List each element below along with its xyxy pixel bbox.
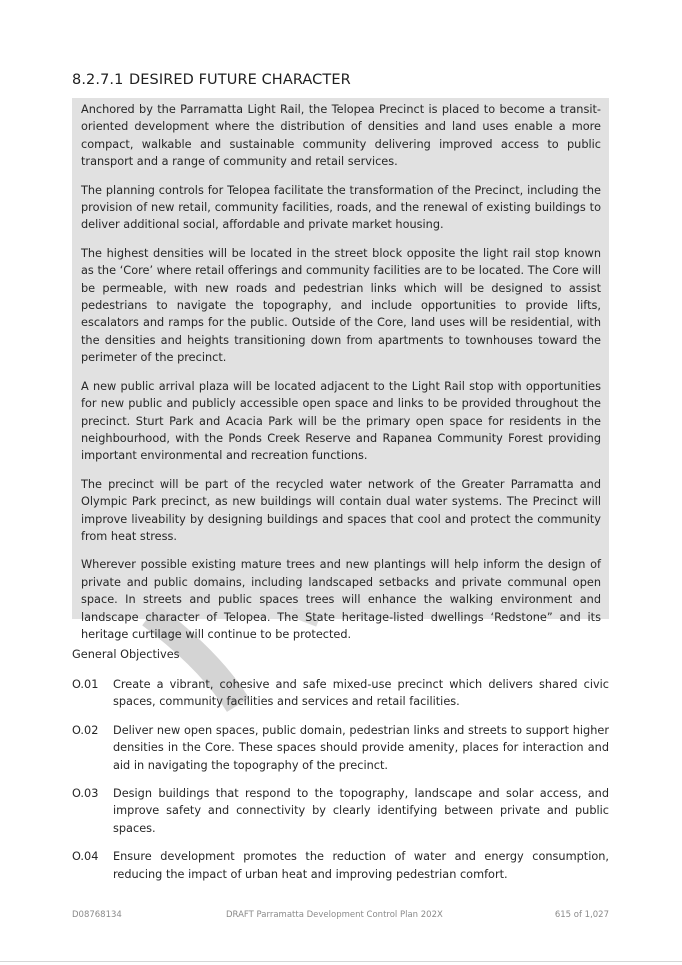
dfc-paragraph: Anchored by the Parramatta Light Rail, the Telopea Precinct is placed to become a transit- oriented development where the distribution of densities and land uses enable a more compact, walkable and sustainable community delivering improved access to public transport and a range of community and retail services. bbox=[81, 103, 601, 169]
section-number: 8.2.7.1 bbox=[72, 72, 124, 88]
objective-text: Design buildings that respond to the topography, landscape and solar access, and improve safety and connectivity by clearly identifying between private and public spaces. bbox=[113, 787, 609, 835]
objective-item bbox=[72, 676, 609, 711]
objective-code: O.04 bbox=[72, 850, 99, 864]
dfc-paragraph: The planning controls for Telopea facilitate the transformation of the Precinct, including the provision of new retail, community facilities, roads, and the renewal of existing buildings to deliver additional social, affordable and private market housing. bbox=[81, 183, 601, 232]
objective-code: O.01 bbox=[72, 678, 99, 691]
objective-code: O.03 bbox=[72, 787, 99, 801]
objective-item bbox=[72, 848, 609, 883]
footer-page-number: 615 of 1,027 bbox=[554, 910, 609, 920]
section-title: DESIRED FUTURE CHARACTER bbox=[129, 72, 351, 88]
footer-doc-title: DRAFT Parramatta Development Control Plan 202X bbox=[226, 910, 443, 920]
general-objectives-title: General Objectives bbox=[72, 648, 180, 661]
dfc-paragraph: Wherever possible existing mature trees and new plantings will help inform the design of private and public domains, including landscaped setbacks and private communal open space. In streets and public spaces trees will enhance the walking environment and landscape character of Telopea. The State heritage-listed dwellings ‘Redstone” and its heritage curtilage will continue to be protected. bbox=[81, 558, 601, 641]
footer-doc-id: D08768134 bbox=[72, 910, 122, 920]
dfc-paragraph: The precinct will be part of the recycled water network of the Greater Parramatta and Olympic Park precinct, as new buildings will contain dual water systems. The Precinct will improve liveability by designing buildings and spaces that cool and protect the community from heat stress. bbox=[81, 477, 601, 543]
objectives-list bbox=[72, 676, 609, 894]
objective-text: Ensure development promotes the reduction of water and energy consumption, reducing the impact of urban heat and improving pedestrian comfort. bbox=[113, 850, 609, 881]
dfc-paragraph: The highest densities will be located in the street block opposite the light rail stop known as the ‘Core’ where retail offerings and community facilities are to be located. The Core will be permeable, with new roads and pedestrian links which will be designed to assist pedestrians to navigate the topography, and include opportunities to provide lifts, escalators and ramps for the public. Outside of the Core, land uses will be residential, with the densities and heights transitioning down from apartments to townhouses toward the perimeter of the precinct. bbox=[81, 246, 601, 365]
dfc-paragraph: A new public arrival plaza will be located adjacent to the Light Rail stop with opportunities for new public and publicly accessible open space and links to be provided throughout the precinct. Sturt Park and Acacia Park will be the primary open space for residents in the neighbourhood, with the Ponds Creek Reserve and Rapanea Community Forest providing important environmental and recreation functions. bbox=[81, 379, 601, 463]
objective-text: Create a vibrant, cohesive and safe mixed-use precinct which delivers shared civic spaces, community facilities and services and retail facilities. bbox=[113, 678, 609, 709]
objective-item bbox=[72, 722, 609, 774]
objective-item bbox=[72, 785, 609, 837]
page-bottom-divider bbox=[0, 961, 682, 962]
desired-future-character-box bbox=[72, 98, 609, 641]
section-heading bbox=[72, 72, 351, 88]
objective-code: O.02 bbox=[72, 723, 99, 737]
page-footer bbox=[72, 910, 609, 924]
objective-text: Deliver new open spaces, public domain, pedestrian links and streets to support higher densities in the Core. These spaces should provide amenity, places for interaction and aid in navigating the topography of the precinct. bbox=[113, 723, 609, 772]
